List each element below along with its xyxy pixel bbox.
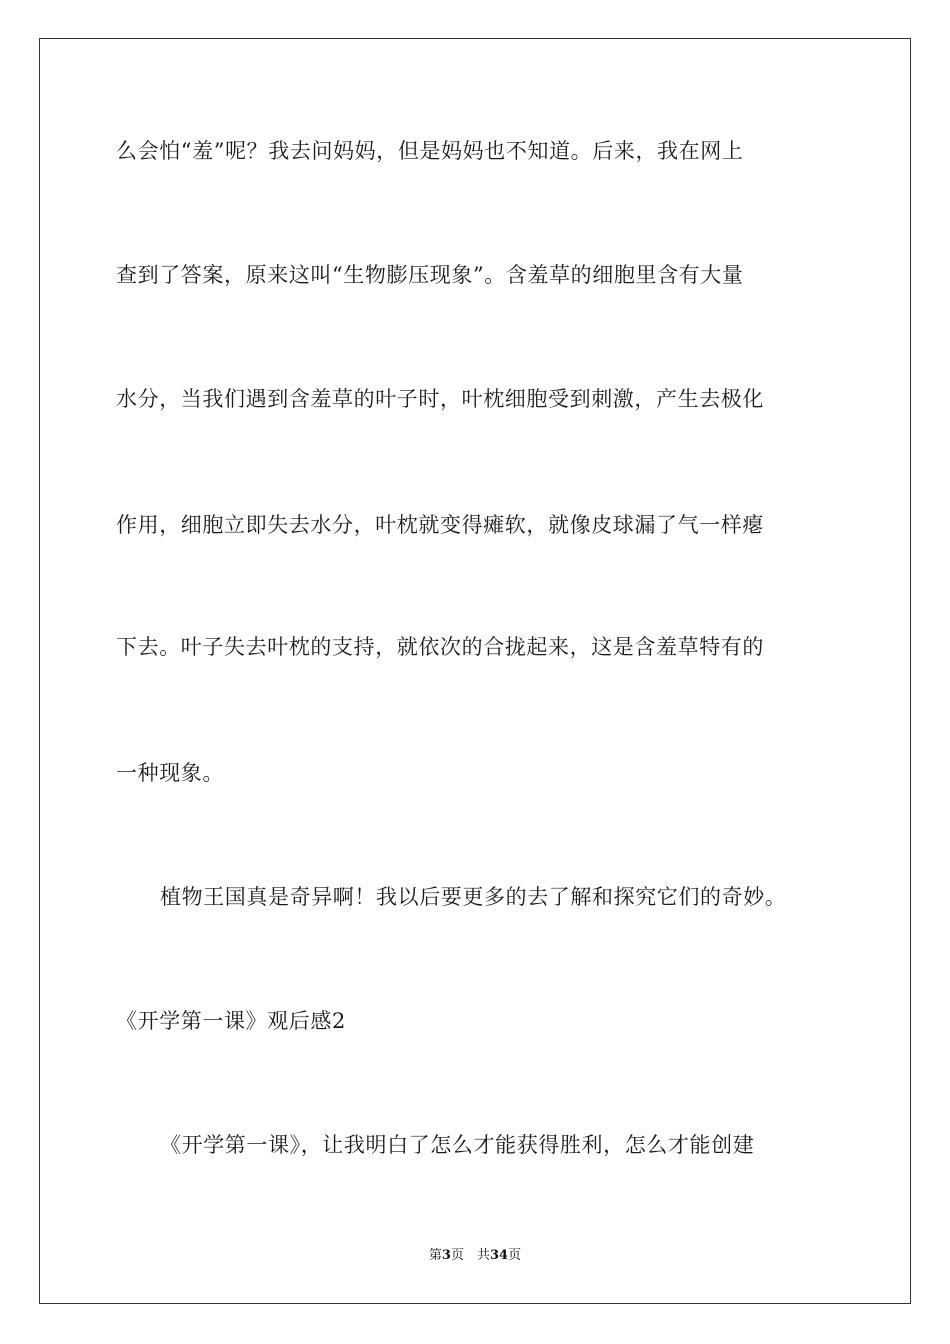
paragraph-line: 一种现象。 <box>116 761 224 785</box>
paragraph-line: 么会怕“羞”呢？我去问妈妈，但是妈妈也不知道。后来，我在网上 <box>116 139 744 163</box>
page-border <box>39 38 911 1304</box>
paragraph-line: 作用，细胞立即失去水分，叶枕就变得瘫软，就像皮球漏了气一样瘪 <box>116 513 764 537</box>
page-current: 3 <box>441 1248 451 1263</box>
paragraph-line: 下去。叶子失去叶枕的支持，就依次的合拢起来，这是含羞草特有的 <box>116 635 764 659</box>
section-title: 《开学第一课》观后感2 <box>116 1009 346 1033</box>
page-prefix: 第 <box>428 1248 442 1263</box>
page-total: 34 <box>489 1248 509 1263</box>
paragraph-line: 水分，当我们遇到含羞草的叶子时，叶枕细胞受到刺激，产生去极化 <box>116 387 764 411</box>
paragraph-line: 《开学第一课》，让我明白了怎么才能获得胜利，怎么才能创建 <box>160 1133 755 1157</box>
paragraph-line: 查到了答案，原来这叫“生物膨压现象”。含羞草的细胞里含有大量 <box>116 263 744 287</box>
paragraph-line: 植物王国真是奇异啊！我以后要更多的去了解和探究它们的奇妙。 <box>160 885 787 909</box>
page-footer <box>0 1246 950 1266</box>
page-mid: 页 共 <box>450 1248 490 1263</box>
page-suffix: 页 <box>508 1248 522 1263</box>
